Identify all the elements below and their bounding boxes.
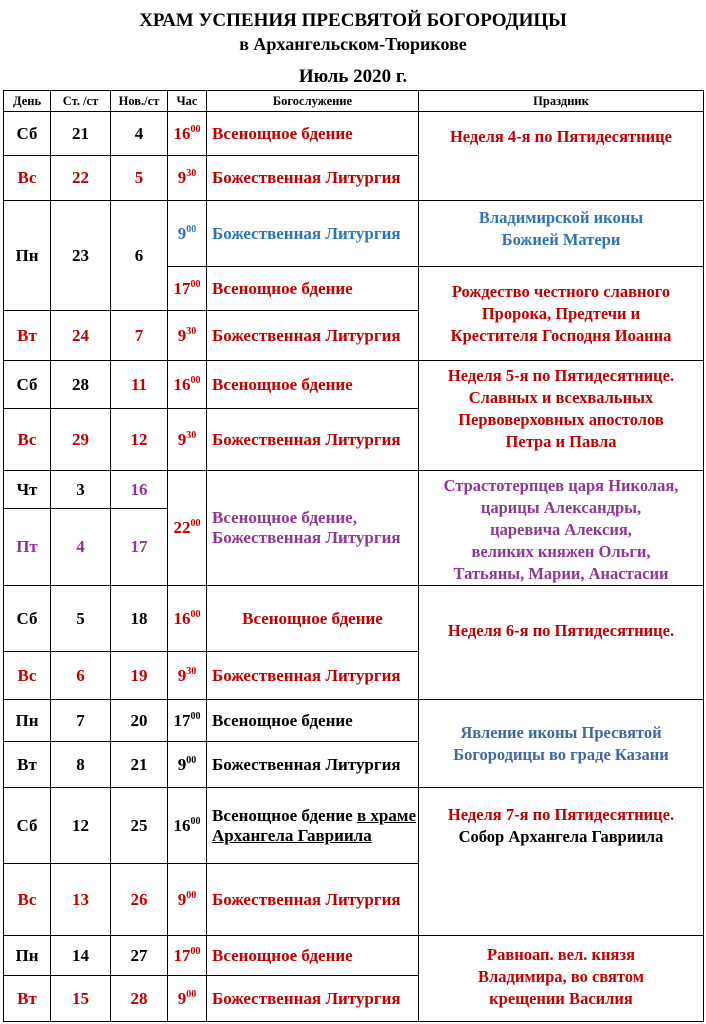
- month-title: Июль 2020 г.: [298, 66, 408, 87]
- feast-line: крещении Василия: [489, 989, 633, 1008]
- day-cell: Вс: [4, 156, 51, 201]
- col-old-style: Ст. /ст: [51, 91, 111, 112]
- new-date-cell: 16: [111, 471, 168, 509]
- new-date-cell: 19: [111, 652, 168, 700]
- old-date-cell: 13: [51, 864, 111, 936]
- feast-line: Славных и всехвальных: [468, 388, 654, 407]
- feast-line: Владимирской иконы: [478, 208, 644, 227]
- schedule-row: [4, 788, 704, 864]
- time-cell: $22^{00}$: [168, 471, 207, 586]
- col-feast: Праздник: [419, 91, 704, 112]
- feast-line: Петра и Павла: [505, 432, 617, 451]
- feast-line: Страстотерпцев царя Николая,: [443, 476, 679, 495]
- day-cell: Вс: [4, 864, 51, 936]
- time-cell: $9^{00}$: [168, 201, 207, 267]
- church-location: в Архангельском-Тюрикове: [239, 34, 467, 54]
- location-link-text: в храме Архангела Гавриила: [212, 805, 416, 845]
- new-date-cell: 5: [111, 156, 168, 201]
- new-date-cell: 21: [111, 742, 168, 788]
- day-cell: Вс: [4, 652, 51, 700]
- old-date-cell: 24: [51, 311, 111, 361]
- schedule-table: [3, 90, 704, 1022]
- service-cell: Всенощное бдение: [207, 361, 419, 409]
- service-cell: Божественная Литургия: [207, 409, 419, 471]
- feast-line: великих княжен Ольги,: [471, 542, 651, 561]
- feast-line: Рождество честного славного: [451, 282, 671, 301]
- feast-cell: Неделя 6-я по Пятидесятнице.: [419, 586, 704, 700]
- old-date-cell: 8: [51, 742, 111, 788]
- service-cell: Всенощное бдение: [207, 112, 419, 156]
- church-title: ХРАМ УСПЕНИЯ ПРЕСВЯТОЙ БОГОРОДИЦЫ: [139, 10, 567, 31]
- feast-line: Неделя 7-я по Пятидесятнице.: [447, 805, 675, 824]
- feast-cell: Неделя 4-я по Пятидесятнице: [419, 112, 704, 201]
- old-date-cell: 3: [51, 471, 111, 509]
- time-cell: $16^{00}$: [168, 112, 207, 156]
- old-date-cell: 5: [51, 586, 111, 652]
- time-cell: $16^{00}$: [168, 361, 207, 409]
- service-cell: Всенощное бдение в храме Архангела Гавриила: [207, 788, 419, 864]
- old-date-cell: 7: [51, 700, 111, 742]
- new-date-cell: 7: [111, 311, 168, 361]
- new-date-cell: 4: [111, 112, 168, 156]
- service-cell: Всенощное бдение: [207, 267, 419, 311]
- old-date-cell: 21: [51, 112, 111, 156]
- day-cell: Пн: [4, 700, 51, 742]
- new-date-cell: 26: [111, 864, 168, 936]
- feast-line: Собор Архангела Гавриила: [458, 827, 664, 846]
- service-cell: Всенощное бдение: [207, 936, 419, 976]
- col-day: День: [4, 91, 51, 112]
- day-cell: Пн: [4, 201, 51, 311]
- day-cell: Вт: [4, 976, 51, 1022]
- service-cell: Божественная Литургия: [207, 864, 419, 936]
- time-cell: $9^{00}$: [168, 864, 207, 936]
- feast-line: Богородицы во граде Казани: [453, 745, 669, 764]
- feast-line: Божией Матери: [501, 230, 621, 249]
- service-cell: Божественная Литургия: [207, 311, 419, 361]
- time-cell: $9^{00}$: [168, 976, 207, 1022]
- time-cell: $9^{30}$: [168, 652, 207, 700]
- col-new-style: Нов./ст: [111, 91, 168, 112]
- feast-line: царицы Александры,: [480, 498, 642, 517]
- day-cell: Пн: [4, 936, 51, 976]
- feast-cell: [419, 936, 704, 1022]
- old-date-cell: 28: [51, 361, 111, 409]
- day-cell: Вт: [4, 742, 51, 788]
- old-date-cell: 15: [51, 976, 111, 1022]
- old-date-cell: 6: [51, 652, 111, 700]
- header-row: [4, 91, 704, 112]
- service-cell: Божественная Литургия: [207, 156, 419, 201]
- schedule-row: [4, 471, 704, 509]
- service-cell: Божественная Литургия: [207, 742, 419, 788]
- service-cell: Божественная Литургия: [207, 976, 419, 1022]
- schedule-row: [4, 700, 704, 742]
- day-cell: Сб: [4, 112, 51, 156]
- feast-line: Первоверховных апостолов: [458, 410, 664, 429]
- old-date-cell: 14: [51, 936, 111, 976]
- schedule-row: [4, 936, 704, 976]
- old-date-cell: 23: [51, 201, 111, 311]
- feast-line: Равноап. вел. князя: [486, 945, 636, 964]
- old-date-cell: 22: [51, 156, 111, 201]
- feast-line: Крестителя Господня Иоанна: [450, 326, 672, 345]
- feast-cell: [419, 267, 704, 361]
- feast-line: Татьяны, Марии, Анастасии: [453, 564, 669, 583]
- feast-line: Пророка, Предтечи и: [481, 304, 641, 323]
- schedule-row: [4, 586, 704, 652]
- new-date-cell: 18: [111, 586, 168, 652]
- service-cell: Всенощное бдение: [207, 586, 419, 652]
- time-cell: $17^{00}$: [168, 936, 207, 976]
- service-cell: Божественная Литургия: [207, 652, 419, 700]
- feast-cell: [419, 788, 704, 936]
- day-cell: Чт: [4, 471, 51, 509]
- new-date-cell: 17: [111, 509, 168, 586]
- schedule-row: [4, 361, 704, 409]
- time-cell: $9^{30}$: [168, 156, 207, 201]
- new-date-cell: 28: [111, 976, 168, 1022]
- col-service: Богослужение: [207, 91, 419, 112]
- service-cell: Всенощное бдение: [207, 700, 419, 742]
- feast-cell: [419, 201, 704, 267]
- time-cell: $17^{00}$: [168, 267, 207, 311]
- day-cell: Сб: [4, 788, 51, 864]
- time-cell: $9^{30}$: [168, 311, 207, 361]
- col-hour: Час: [168, 91, 207, 112]
- schedule-row: [4, 201, 704, 267]
- feast-cell: [419, 361, 704, 471]
- new-date-cell: 25: [111, 788, 168, 864]
- day-cell: Вс: [4, 409, 51, 471]
- time-cell: $17^{00}$: [168, 700, 207, 742]
- feast-line: Неделя 5-я по Пятидесятнице.: [447, 366, 675, 385]
- time-cell: $9^{00}$: [168, 742, 207, 788]
- new-date-cell: 12: [111, 409, 168, 471]
- feast-line: царевича Алексия,: [490, 520, 632, 539]
- service-cell: Всенощное бдение, Божественная Литургия: [207, 471, 419, 586]
- new-date-cell: 20: [111, 700, 168, 742]
- old-date-cell: 12: [51, 788, 111, 864]
- day-cell: Пт: [4, 509, 51, 586]
- old-date-cell: 4: [51, 509, 111, 586]
- service-cell: Божественная Литургия: [207, 201, 419, 267]
- old-date-cell: 29: [51, 409, 111, 471]
- new-date-cell: 27: [111, 936, 168, 976]
- day-cell: Сб: [4, 586, 51, 652]
- new-date-cell: 6: [111, 201, 168, 311]
- time-cell: $16^{00}$: [168, 586, 207, 652]
- feast-cell: [419, 471, 704, 586]
- feast-line: Владимира, во святом: [478, 967, 644, 986]
- time-cell: $9^{30}$: [168, 409, 207, 471]
- schedule-row: [4, 112, 704, 156]
- feast-cell: [419, 700, 704, 788]
- day-cell: Сб: [4, 361, 51, 409]
- feast-line: Явление иконы Пресвятой: [460, 723, 662, 742]
- time-cell: $16^{00}$: [168, 788, 207, 864]
- day-cell: Вт: [4, 311, 51, 361]
- new-date-cell: 11: [111, 361, 168, 409]
